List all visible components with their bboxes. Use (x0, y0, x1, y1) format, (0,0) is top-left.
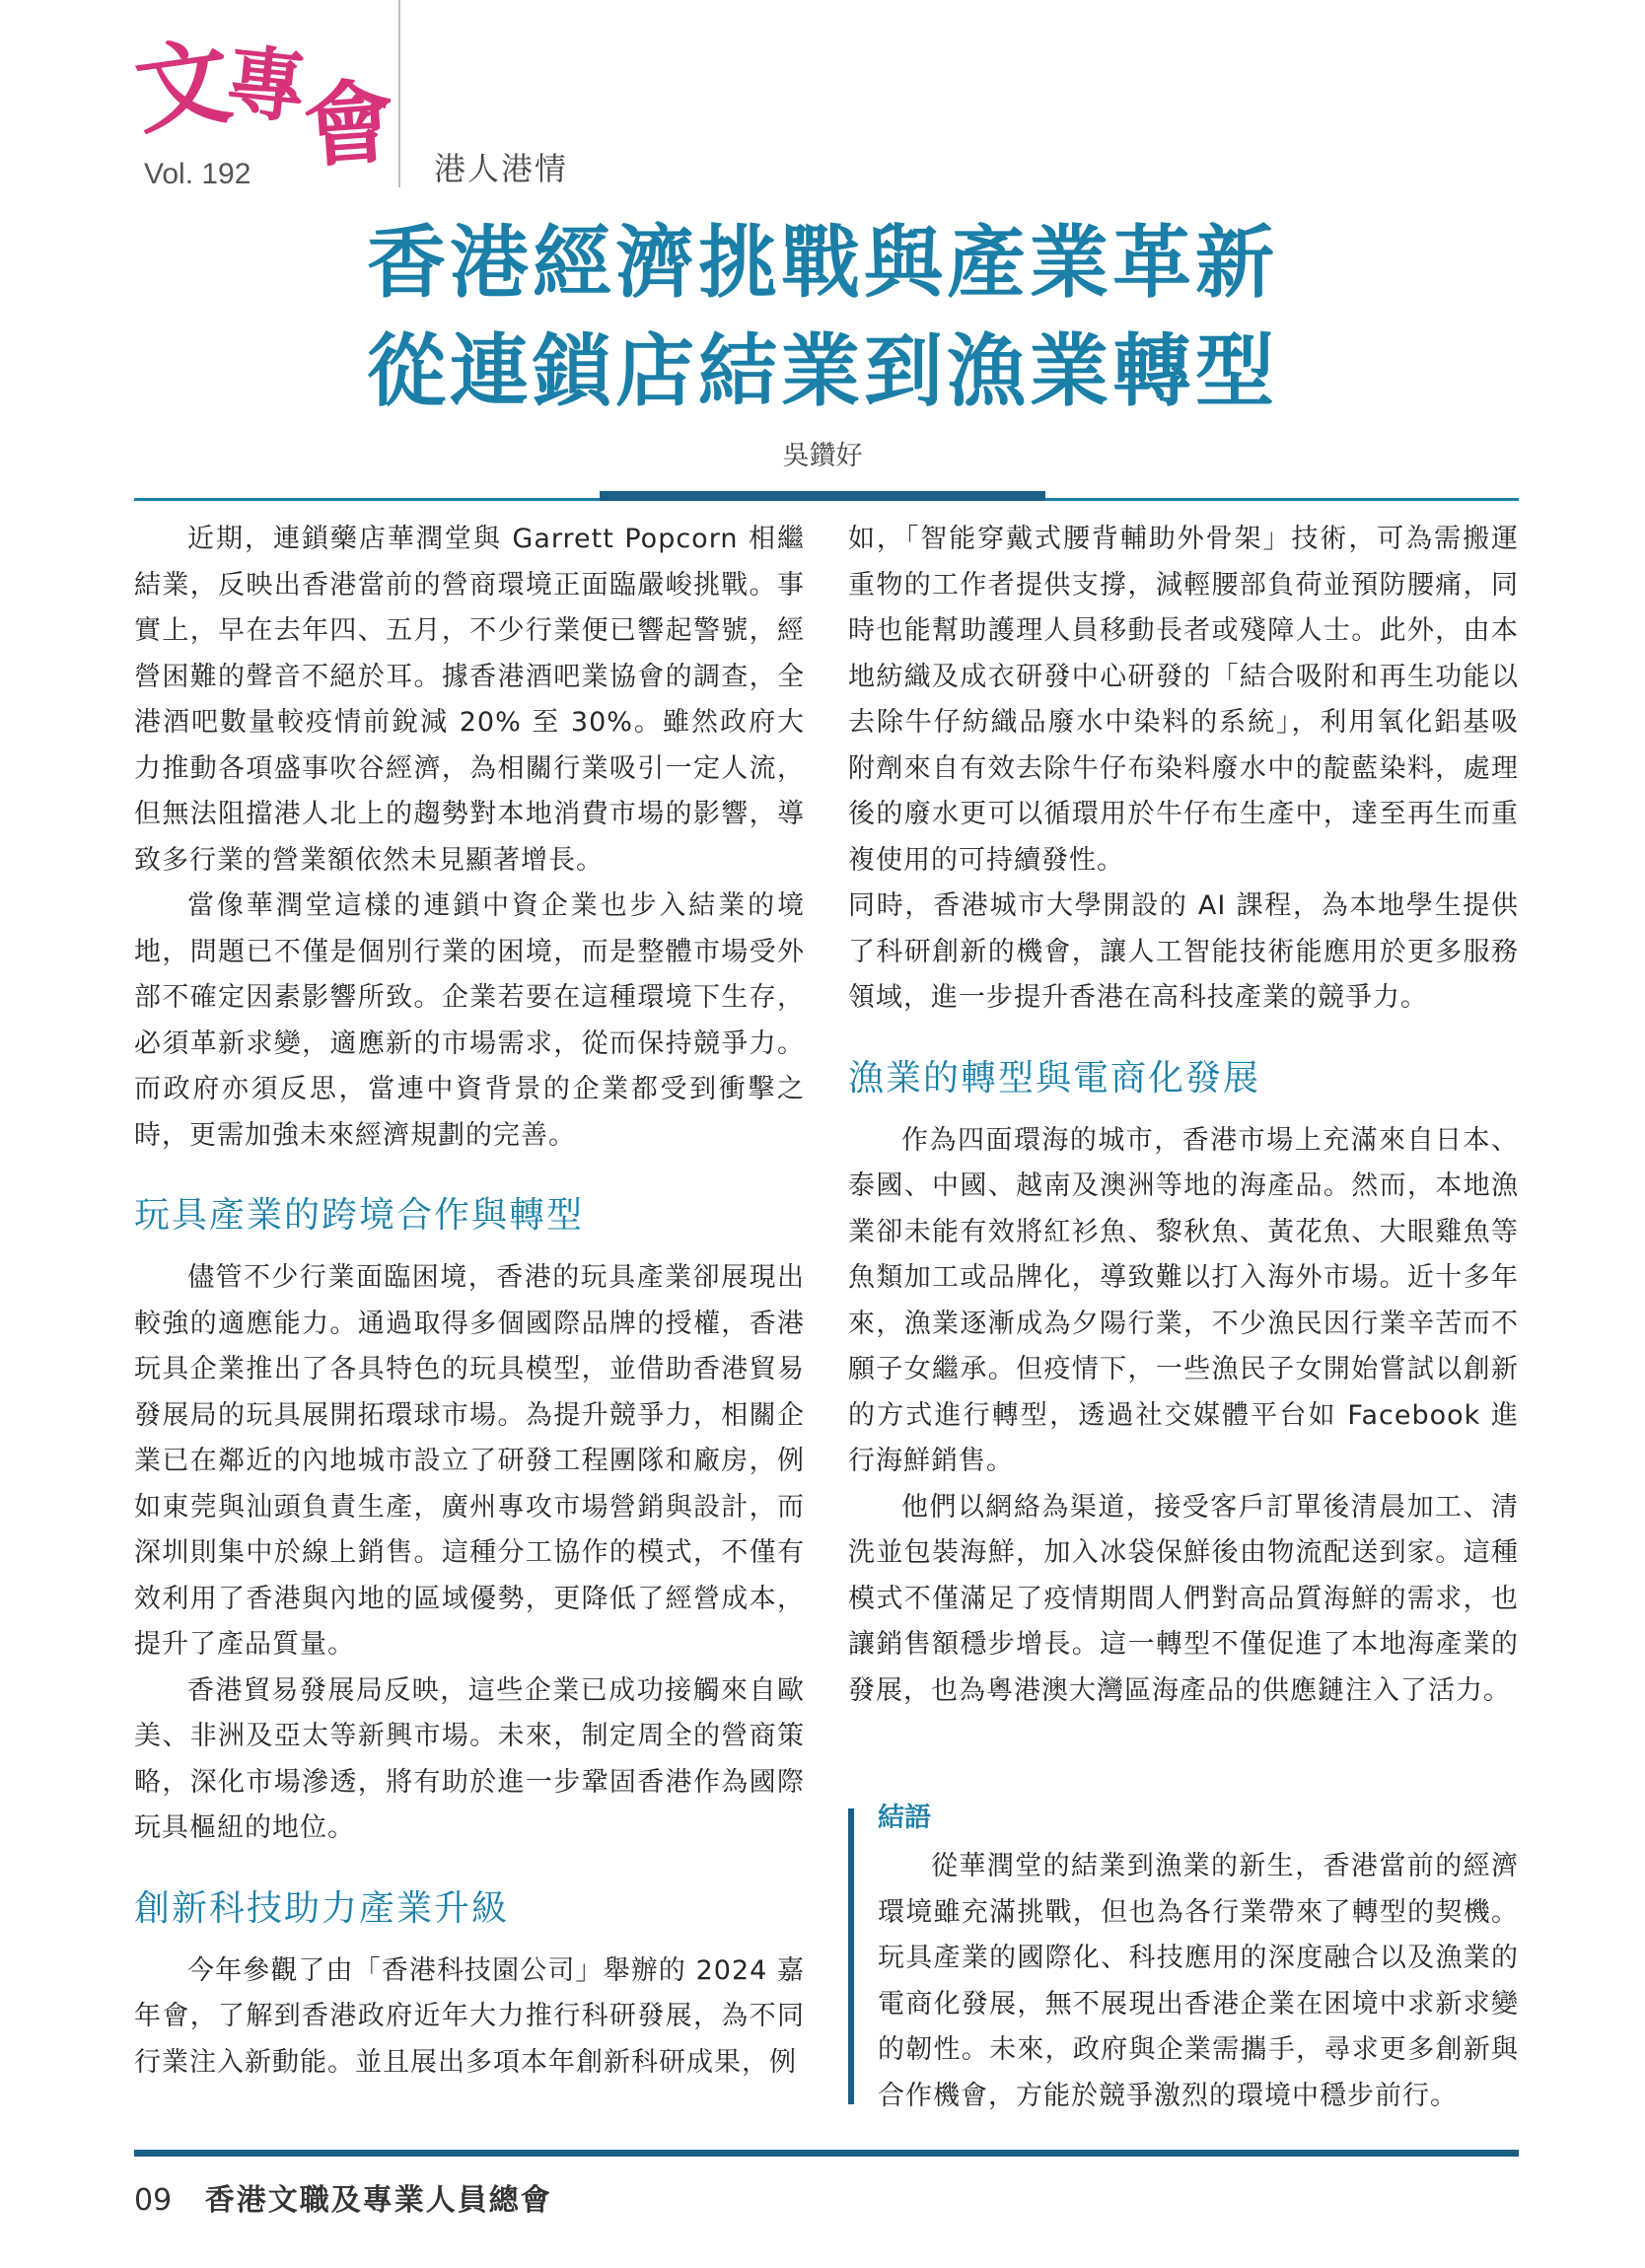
fisheries-paragraph-1: 作為四面環海的城市，香港市場上充滿來自日本、泰國、中國、越南及澳洲等地的海產品。然而，本地漁業卻未能有效將紅衫魚、黎秋魚、黃花魚、大眼雞魚等魚類加工或品牌化，導致難以打入海外市場。近十多年來，漁業逐漸成為夕陽行業，不少漁民因行業辛苦而不願子女繼承。但疫情下，一些漁民子女開始嘗試以創新的方式進行轉型，透過社交媒體平台如 Facebook 進行海鮮銷售。 (848, 1124, 1519, 1476)
tech-paragraph-1-start: 今年參觀了由「香港科技園公司」舉辦的 2024 嘉年會，了解到香港政府近年大力推行科研發展，為不同行業注入新動能。並且展出多項本年創新科研成果，例 (134, 1954, 805, 2078)
title-rule-accent (600, 491, 1045, 501)
toys-heading: 玩具產業的跨境合作與轉型 (134, 1195, 585, 1236)
article-title-line1: 香港經濟挑戰與產業革新 (367, 216, 1278, 309)
article-author: 吳鑽好 (782, 441, 863, 471)
page-footer (134, 2175, 552, 2219)
header-divider (398, 0, 400, 187)
conclusion-heading: 結語 (878, 1803, 931, 1833)
tech-paragraph-1-continued: 如，「智能穿戴式腰背輔助外骨架」技術，可為需搬運重物的工作者提供支撐，減輕腰部負荷並預防腰痛，同時也能幫助護理人員移動長者或殘障人士。此外，由本地紡織及成衣研發中心研發的「結合吸附和再生功能以去除牛仔紡織品廢水中染料的系統」，利用氧化鋁基吸附劑來自有效去除牛仔布染料廢水中的靛藍染料，處理後的廢水更可以循環用於牛仔布生產中，達至再生而重複使用的可持續發性。 (848, 524, 1519, 876)
toys-paragraph-1: 儘管不少行業面臨困境，香港的玩具產業卻展現出較強的適應能力。通過取得多個國際品牌的授權，香港玩具企業推出了各具特色的玩具模型，並借助香港貿易發展局的玩具展開拓環球市場。為提升競爭力，相關企業已在鄰近的內地城市設立了研發工程團隊和廠房，例如東莞與汕頭負責生產，廣州專攻市場營銷與設計，而深圳則集中於線上銷售。這種分工協作的模式，不僅有效利用了香港與內地的區域優勢，更降低了經營成本，提升了產品質量。 (134, 1262, 805, 1660)
article-title-line2: 從連鎖店結業到漁業轉型 (367, 324, 1278, 417)
toys-paragraph-2: 香港貿易發展局反映，這些企業已成功接觸來自歐美、非洲及亞太等新興市場。未來，制定周全的營商策略，深化市場滲透，將有助於進一步鞏固香港作為國際玩具樞紐的地位。 (134, 1674, 805, 1843)
conclusion-bar (848, 1808, 854, 2104)
page-number: 09 (134, 2183, 173, 2218)
intro-paragraph-1: 近期，連鎖藥店華潤堂與 Garrett Popcorn 相繼結業，反映出香港當前的營商環境正面臨嚴峻挑戰。事實上，早在去年四、五月，不少行業便已響起警號，經營困難的聲音不絕於耳。據香港酒吧業協會的調查，全港酒吧數量較疫情前銳減 20% 至 30%。雖然政府大力推動各項盛事吹谷經濟，為相關行業吸引一定人流，但無法阻擋港人北上的趨勢對本地消費市場的影響，導致多行業的營業額依然未見顯著增長。 (134, 524, 805, 876)
column-left (134, 517, 805, 2086)
column-right (848, 517, 1519, 1714)
tech-heading: 創新科技助力產業升級 (134, 1887, 510, 1929)
footer-rule (134, 2150, 1519, 2157)
fisheries-heading: 漁業的轉型與電商化發展 (848, 1057, 1261, 1099)
logo-char-1: 文 (128, 24, 239, 149)
tech-paragraph-2: 同時，香港城市大學開設的 AI 課程，為本地學生提供了科研創新的機會，讓人工智能技術能應用於更多服務領域，進一步提升香港在高科技產業的競爭力。 (848, 890, 1519, 1013)
logo-char-3: 會 (300, 67, 398, 181)
conclusion-paragraph: 從華潤堂的結業到漁業的新生，香港當前的經濟環境雖充滿挑戰，但也為各行業帶來了轉型的契機。玩具產業的國際化、科技應用的深度融合以及漁業的電商化發展，無不展現出香港企業在困境中求新求變的韌性。未來，政府與企業需攜手，尋求更多創新與合作機會，方能於競爭激烈的環境中穩步前行。 (878, 1851, 1519, 2111)
organization-name: 香港文職及專業人員總會 (204, 2183, 552, 2218)
conclusion-box (848, 1799, 1519, 2119)
intro-paragraph-2: 當像華潤堂這樣的連鎖中資企業也步入結業的境地，問題已不僅是個別行業的困境，而是整體市場受外部不確定因素影響所致。企業若要在這種環境下生存，必須革新求變，適應新的市場需求，從而保持競爭力。而政府亦須反思，當連中資背景的企業都受到衝擊之時，更需加強未來經濟規劃的完善。 (134, 890, 805, 1151)
logo-char-2: 專 (222, 35, 311, 135)
volume-number: Vol. 192 (144, 158, 251, 190)
fisheries-paragraph-2: 他們以網絡為渠道，接受客戶訂單後清晨加工、清洗並包裝海鮮，加入冰袋保鮮後由物流配送到家。這種模式不僅滿足了疫情期間人們對高品質海鮮的需求，也讓銷售額穩步增長。這一轉型不僅促進了本地海產業的發展，也為粵港澳大灣區海產品的供應鏈注入了活力。 (848, 1491, 1519, 1706)
section-tag: 港人港情 (434, 150, 569, 187)
